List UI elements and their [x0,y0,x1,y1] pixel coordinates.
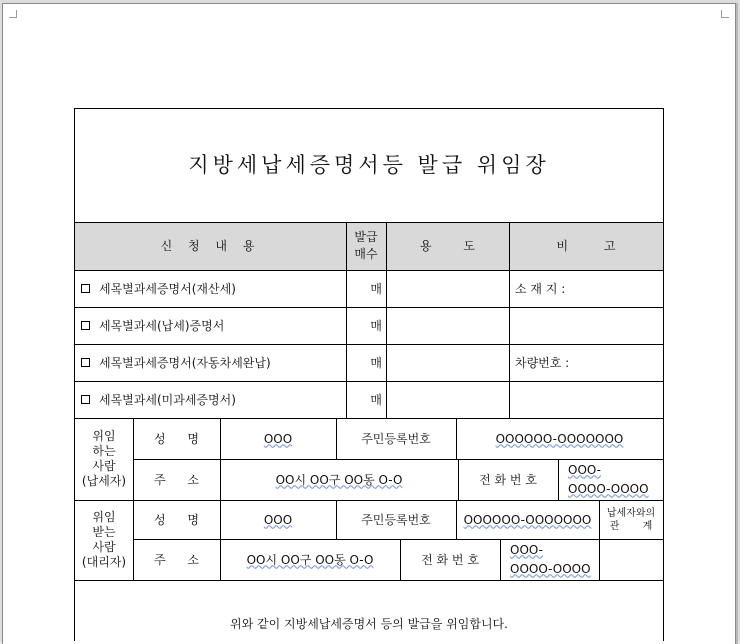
delegator-addr-value [220,459,458,500]
delegator-name-label: 성 명 [154,431,199,446]
delegate-phone-value [500,539,599,580]
header-purpose: 용 도 [420,239,475,253]
delegator-rrn-value [456,418,663,459]
delegate-name-text: OOO [263,512,293,527]
delegate-label-line: 받는 [92,525,116,539]
delegator-label-line: (납세자) [81,474,127,488]
delegator-name-text: OOO [263,431,293,446]
row-divider [75,580,663,581]
delegate-name-label: 성 명 [154,512,199,527]
delegate-relation-value[interactable] [599,539,663,580]
delegator-addr-text: OO시 OO구 OO동 O-O [275,472,403,487]
checkbox-icon[interactable] [81,358,90,367]
item-label: 세목별과세(미과세증명서) [99,392,236,407]
checkbox-icon[interactable] [81,284,90,293]
delegate-rrn-label: 주민등록번호 [361,512,431,527]
delegate-relation-line: 납세자와의 [606,507,656,519]
form-title: 지방세납세증명서등 발급 위임장 [188,153,550,177]
delegator-addr-label: 주 소 [154,472,199,487]
item-unit: 매 [370,318,382,333]
item-remark [509,307,663,344]
item-row[interactable] [75,307,346,344]
delegator-name-value [220,418,336,459]
delegation-statement: 위와 같이 지방세납세증명서 등의 발급을 위임합니다. [230,617,508,631]
delegate-phone-line: OOOO-OOOO [510,561,591,576]
item-label: 세목별과세증명서(재산세) [99,281,236,296]
header-count-line2: 매수 [354,247,378,261]
item-label: 세목별과세(납세)증명서 [99,318,225,333]
delegate-name-value [220,500,336,539]
delegator-label [75,418,133,500]
item-unit: 매 [370,355,382,370]
item-unit: 매 [370,281,382,296]
item-row[interactable] [75,344,346,381]
page-corner-mark [9,10,17,18]
item-row[interactable] [75,381,346,418]
delegator-label-line: 하는 [92,444,116,458]
delegate-rrn-value [456,500,599,539]
delegator-rrn-text: OOOOOO-OOOOOOO [495,431,624,446]
item-remark: 차량번호 : [515,355,570,370]
checkbox-icon[interactable] [81,395,90,404]
delegator-label-line: 사람 [92,459,116,473]
header-content: 신 청 내 용 [160,239,261,253]
delegate-phone-label: 전 화 번 호 [421,552,479,567]
header-remarks: 비 고 [556,239,616,253]
header-count-line1: 발급 [354,230,378,244]
delegate-addr-text: OO시 OO구 OO동 O-O [246,552,374,567]
delegate-relation-line: 관 계 [609,520,653,532]
delegate-addr-label: 주 소 [154,552,199,567]
delegator-rrn-label: 주민등록번호 [361,431,431,446]
header-count [346,222,386,270]
delegate-label [75,500,133,580]
delegate-rrn-text: OOOOOO-OOOOOOO [463,512,592,527]
item-unit: 매 [370,392,382,407]
page-corner-mark [721,10,729,18]
delegate-label-line: (대리자) [81,555,127,569]
delegate-label-line: 사람 [92,540,116,554]
checkbox-icon[interactable] [81,321,90,330]
item-row[interactable] [75,270,346,307]
delegator-label-line: 위임 [92,429,116,443]
delegator-phone-line: OOOO-OOOO [568,481,649,496]
item-remark: 소 재 지 : [515,281,566,296]
delegate-phone-line: OOO- [510,542,543,557]
delegate-relation-label [599,500,663,539]
delegator-phone-line: OOO- [568,462,601,477]
delegator-phone-label: 전 화 번 호 [479,472,537,487]
delegation-form [74,108,664,641]
delegate-label-line: 위임 [92,510,116,524]
delegator-phone-value [558,459,663,500]
item-remark [509,381,663,418]
item-label: 세목별과세증명서(자동차세완납) [99,355,271,370]
delegate-addr-value [220,539,400,580]
